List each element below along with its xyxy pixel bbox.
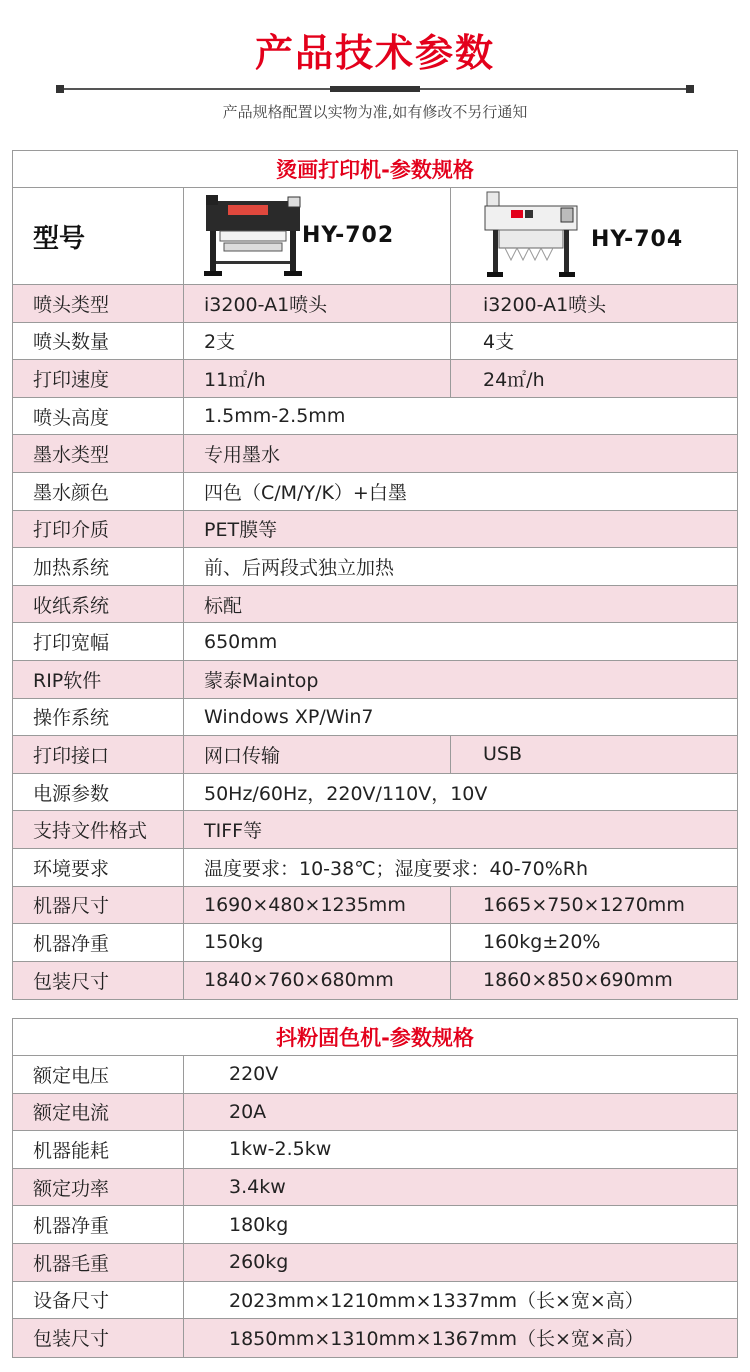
model-row [13, 188, 737, 285]
table-row [13, 1319, 737, 1357]
spec-value: 50Hz/60Hz，220V/110V，10V [204, 782, 488, 805]
table-row [13, 736, 737, 774]
spec-value: Windows XP/Win7 [204, 705, 374, 728]
table-row [13, 323, 737, 361]
divider-cap-right [686, 85, 694, 93]
table-row [13, 398, 737, 436]
spec-value: 前、后两段式独立加热 [204, 556, 395, 579]
table-row [13, 811, 737, 849]
spec-label: 机器净重 [13, 924, 184, 961]
spec-label: 打印介质 [13, 511, 184, 548]
table-row [13, 1094, 737, 1132]
spec-label: 电源参数 [13, 774, 184, 811]
spec-value: 蒙泰Maintop [204, 669, 319, 692]
powder-shaker-spec-table [12, 1018, 738, 1358]
title-divider [60, 88, 690, 90]
spec-value-model-1: 网口传输 [184, 736, 451, 773]
spec-value-model-1: 1690×480×1235mm [184, 887, 451, 924]
table-row [13, 962, 737, 1000]
spec-label: 机器净重 [13, 1206, 184, 1243]
table-row [13, 1206, 737, 1244]
printer-spec-title: 烫画打印机-参数规格 [13, 151, 737, 188]
printer-image-2 [481, 190, 581, 282]
table-row [13, 1056, 737, 1094]
spec-value-model-1: 2支 [184, 323, 451, 360]
spec-value: 3.4kw [229, 1176, 286, 1199]
table-row [13, 435, 737, 473]
spec-label: 机器毛重 [13, 1244, 184, 1281]
spec-value: 标配 [204, 594, 243, 617]
model-name-1: HY-702 [302, 223, 395, 248]
spec-value: 四色（C/M/Y/K）+白墨 [204, 481, 407, 504]
spec-label: 机器能耗 [13, 1131, 184, 1168]
spec-label: 额定电压 [13, 1056, 184, 1093]
spec-value: 1850mm×1310mm×1367mm（长×宽×高） [229, 1328, 644, 1351]
spec-value: 2023mm×1210mm×1337mm（长×宽×高） [229, 1290, 644, 1313]
model-cell-1 [184, 188, 451, 284]
table-row [13, 774, 737, 812]
table-row [13, 285, 737, 323]
spec-label: 操作系统 [13, 699, 184, 736]
printer-spec-table [12, 150, 738, 1000]
table-row [13, 661, 737, 699]
spec-value-model-1: 150kg [184, 924, 451, 961]
table-row [13, 849, 737, 887]
spec-label: 喷头高度 [13, 398, 184, 435]
spec-label: 打印接口 [13, 736, 184, 773]
spec-value: 专用墨水 [204, 444, 281, 467]
table-row [13, 1169, 737, 1207]
spec-label: 机器尺寸 [13, 887, 184, 924]
table-row [13, 360, 737, 398]
spec-label: 墨水类型 [13, 435, 184, 472]
table-row [13, 586, 737, 624]
spec-label: 加热系统 [13, 548, 184, 585]
spec-value-model-2: USB [483, 743, 523, 766]
spec-value-model-2: 1665×750×1270mm [483, 893, 685, 916]
model-name-2: HY-704 [591, 227, 684, 252]
model-cell-2 [451, 188, 737, 284]
page-title: 产品技术参数 [254, 31, 495, 75]
table-row [13, 887, 737, 925]
spec-label: 支持文件格式 [13, 811, 184, 848]
spec-value-model-1: 1840×760×680mm [184, 962, 451, 1000]
spec-label: 喷头数量 [13, 323, 184, 360]
table-row [13, 1131, 737, 1169]
model-label: 型号 [13, 188, 184, 284]
spec-label: 打印速度 [13, 360, 184, 397]
spec-value-model-2: 160kg±20% [483, 931, 601, 954]
spec-value: TIFF等 [204, 820, 263, 843]
spec-value: 260kg [229, 1251, 289, 1274]
spec-label: 设备尺寸 [13, 1282, 184, 1319]
spec-value: PET膜等 [204, 519, 278, 542]
spec-label: RIP软件 [13, 661, 184, 698]
spec-label: 额定电流 [13, 1094, 184, 1131]
table-row [13, 1282, 737, 1320]
table-row [13, 623, 737, 661]
spec-value: 220V [229, 1063, 279, 1086]
spec-label: 包装尺寸 [13, 1319, 184, 1357]
table-row [13, 473, 737, 511]
spec-value: 1kw-2.5kw [229, 1138, 332, 1161]
spec-value-model-2: 24㎡/h [483, 368, 545, 391]
spec-value-model-2: i3200-A1喷头 [483, 293, 607, 316]
printer-image-1 [198, 191, 308, 281]
spec-value-model-1: 11㎡/h [184, 360, 451, 397]
spec-value-model-2: 4支 [483, 331, 515, 354]
spec-label: 环境要求 [13, 849, 184, 886]
spec-label: 额定功率 [13, 1169, 184, 1206]
divider-cap-left [56, 85, 64, 93]
table-row [13, 548, 737, 586]
powder-shaker-spec-title: 抖粉固色机-参数规格 [13, 1019, 737, 1056]
spec-label: 打印宽幅 [13, 623, 184, 660]
spec-value: 1.5mm-2.5mm [204, 405, 346, 428]
spec-label: 收纸系统 [13, 586, 184, 623]
table-row [13, 924, 737, 962]
spec-value: 650mm [204, 630, 278, 653]
spec-value-model-1: i3200-A1喷头 [184, 285, 451, 322]
spec-value-model-2: 1860×850×690mm [483, 969, 673, 992]
spec-value: 180kg [229, 1213, 289, 1236]
spec-label: 墨水颜色 [13, 473, 184, 510]
spec-label: 喷头类型 [13, 285, 184, 322]
table-row [13, 1244, 737, 1282]
divider-center-bar [330, 86, 420, 92]
spec-label: 包装尺寸 [13, 962, 184, 1000]
page-subtitle: 产品规格配置以实物为准,如有修改不另行通知 [222, 103, 528, 121]
table-row [13, 511, 737, 549]
spec-value: 20A [229, 1100, 267, 1123]
spec-value: 温度要求：10-38℃；湿度要求：40-70%Rh [204, 857, 589, 880]
table-row [13, 699, 737, 737]
